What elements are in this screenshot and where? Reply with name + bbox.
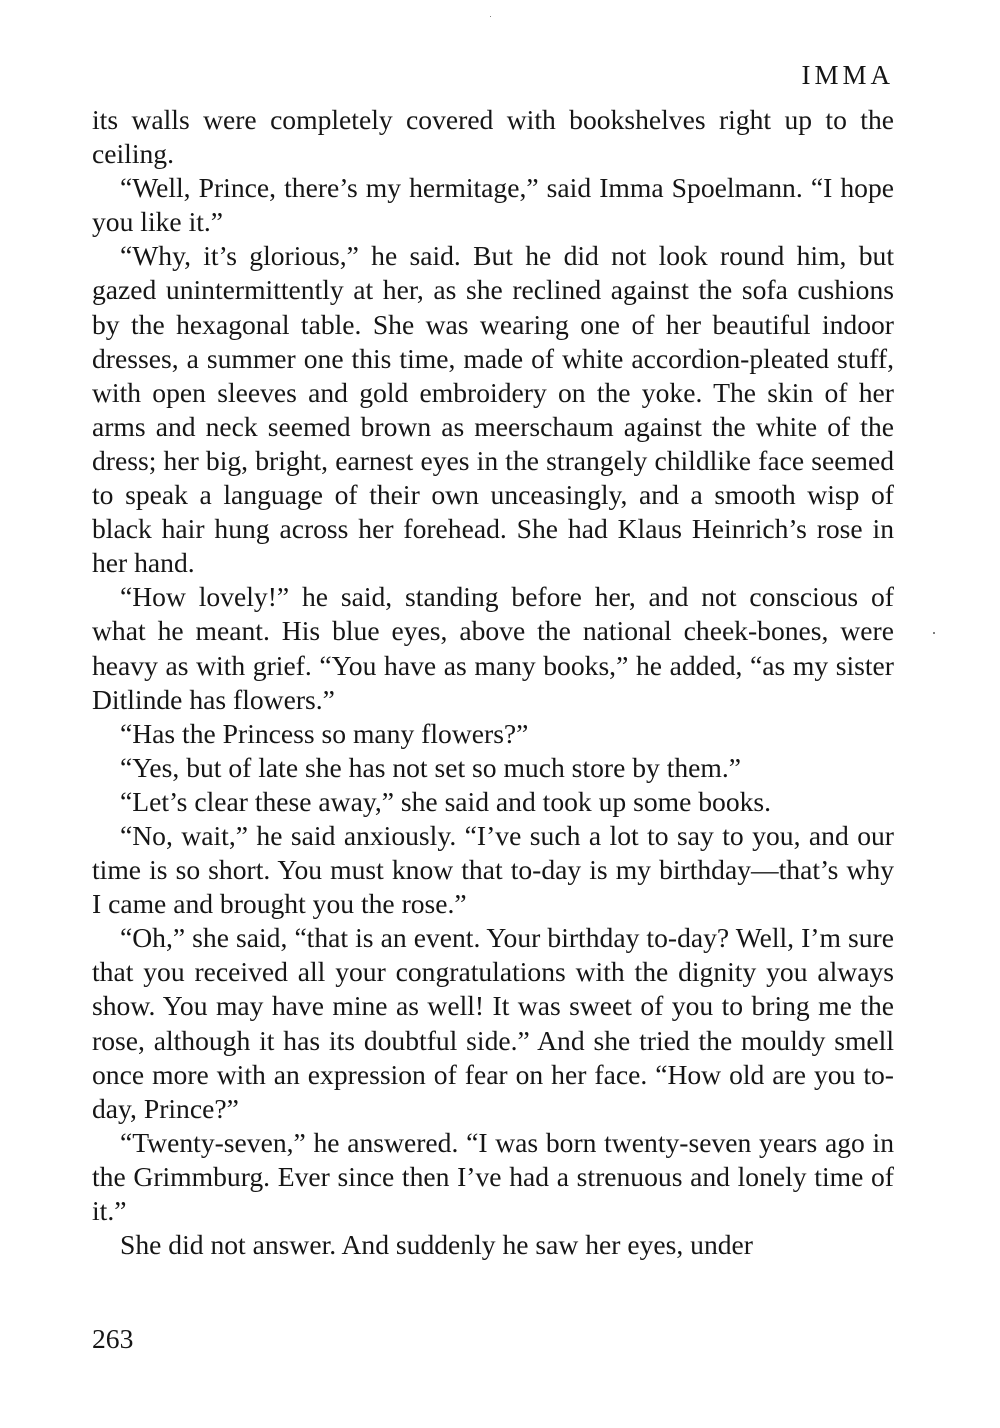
running-head: IMMA <box>801 60 894 90</box>
paragraph: “Let’s clear these away,” she said and took up some books. <box>120 785 772 817</box>
print-speck <box>933 632 935 634</box>
body-text <box>92 103 894 1262</box>
paragraph-continued: its walls were completely covered with bookshelves right up to the ceiling. <box>92 104 894 170</box>
paragraph: “Why, it’s glorious,” he said. But he did not look round him, but gazed unintermittently at her, as she reclined against the sofa cushions by the hexagonal table. She was wearing one of her beautiful indoor dresses, a summer one this time, made of white accordion-pleated stuff, with open sleeves and gold embroidery on the yoke. The skin of her arms and neck seemed brown as meerschaum against the white of the dress; her big, bright, earnest eyes in the strangely childlike face seemed to speak a language of their own unceasingly, and a smooth wisp of black hair hung across her forehead. She had Klaus Heinrich’s rose in her hand. <box>92 240 894 579</box>
paragraph: “How lovely!” he said, standing before her, and not conscious of what he meant. His blue eyes, above the national cheek-bones, were heavy as with grief. “You have as many books,” he added, “as my sister Ditlinde has flowers.” <box>92 581 894 715</box>
paragraph-continues: She did not answer. And suddenly he saw her eyes, under <box>120 1229 753 1261</box>
page-number: 263 <box>92 1323 134 1354</box>
paragraph: “Yes, but of late she has not set so much store by them.” <box>120 751 742 783</box>
print-speck <box>490 16 491 17</box>
paragraph: “Well, Prince, there’s my hermitage,” said Imma Spoelmann. “I hope you like it.” <box>92 172 894 238</box>
paragraph: “Twenty-seven,” he answered. “I was born twenty-seven years ago in the Grimmburg. Ever since then I’ve had a strenuous and lonely time of it.” <box>92 1126 894 1226</box>
paragraph: “Oh,” she said, “that is an event. Your birthday to-day? Well, I’m sure that you received all your congratulations with the dignity you always show. You may have mine as well! It was sweet of you to bring me the rose, although it has its doubtful side.” And she tried the mouldy smell once more with an expression of fear on her face. “How old are you to-day, Prince?” <box>92 922 894 1124</box>
paragraph: “No, wait,” he said anxiously. “I’ve such a lot to say to you, and our time is so short. You must know that to-day is my birthday—that’s why I came and brought you the rose.” <box>92 819 894 920</box>
paragraph: “Has the Princess so many flowers?” <box>120 717 529 749</box>
